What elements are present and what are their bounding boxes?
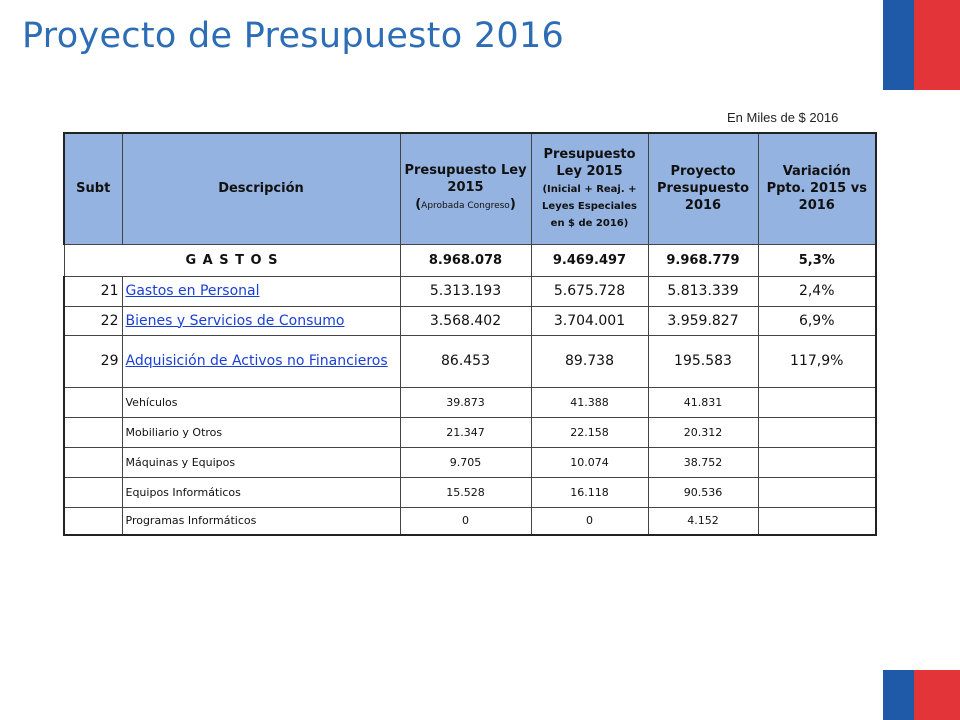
row-variacion: 2,4% <box>758 276 876 306</box>
subitem-desc: Mobiliario y Otros <box>122 417 400 447</box>
subitem-row <box>64 387 876 417</box>
header-ley2015-note: Aprobada Congreso <box>421 201 510 212</box>
subitem-ley2015: 15.528 <box>400 477 531 507</box>
subitem-proyecto: 38.752 <box>648 447 758 477</box>
row-variacion: 6,9% <box>758 306 876 335</box>
row-ley2015: 86.453 <box>400 335 531 387</box>
header-ley2015-reaj-note: (Inicial + Reaj. + Leyes Especiales en $ de 2016) <box>542 184 637 230</box>
table-row <box>64 306 876 335</box>
header-ley2015-reaj <box>531 133 648 244</box>
subitem-ley2015-reaj: 16.118 <box>531 477 648 507</box>
gastos-label: G A S T O S <box>64 244 400 276</box>
subitem-ley2015-reaj: 0 <box>531 507 648 535</box>
subitem-variacion <box>758 417 876 447</box>
subitem-subt <box>64 507 122 535</box>
row-subt: 21 <box>64 276 122 306</box>
subitem-variacion <box>758 447 876 477</box>
subitem-ley2015: 21.347 <box>400 417 531 447</box>
subitem-desc: Máquinas y Equipos <box>122 447 400 477</box>
header-ley2015 <box>400 133 531 244</box>
gastos-ley2015-reaj: 9.469.497 <box>531 244 648 276</box>
row-proyecto: 5.813.339 <box>648 276 758 306</box>
row-ley2015-reaj: 3.704.001 <box>531 306 648 335</box>
subitem-ley2015: 0 <box>400 507 531 535</box>
subitem-desc: Vehículos <box>122 387 400 417</box>
row-ley2015: 5.313.193 <box>400 276 531 306</box>
subitem-proyecto: 20.312 <box>648 417 758 447</box>
subitem-ley2015-reaj: 22.158 <box>531 417 648 447</box>
row-ley2015: 3.568.402 <box>400 306 531 335</box>
subitem-subt <box>64 417 122 447</box>
subitem-proyecto: 4.152 <box>648 507 758 535</box>
adquisicion-activos-link[interactable]: Adquisición de Activos no Financieros <box>125 352 388 369</box>
subitem-subt <box>64 477 122 507</box>
header-row <box>64 133 876 244</box>
subitem-row <box>64 507 876 535</box>
subitem-desc: Programas Informáticos <box>122 507 400 535</box>
subitem-proyecto: 90.536 <box>648 477 758 507</box>
page-title: Proyecto de Presupuesto 2016 <box>22 16 565 56</box>
header-ley2015-line1: Presupuesto Ley 2015 <box>404 163 527 196</box>
row-variacion: 117,9% <box>758 335 876 387</box>
header-proyecto: Proyecto Presupuesto 2016 <box>648 133 758 244</box>
row-desc <box>122 306 400 335</box>
gastos-row <box>64 244 876 276</box>
table-row <box>64 276 876 306</box>
gastos-variacion: 5,3% <box>758 244 876 276</box>
budget-table <box>63 132 877 536</box>
flag-red-bottom <box>914 670 960 720</box>
header-subt: Subt <box>64 133 122 244</box>
row-proyecto: 3.959.827 <box>648 306 758 335</box>
row-ley2015-reaj: 89.738 <box>531 335 648 387</box>
gastos-personal-link[interactable]: Gastos en Personal <box>125 283 260 299</box>
gastos-proyecto: 9.968.779 <box>648 244 758 276</box>
subitem-row <box>64 477 876 507</box>
row-ley2015-reaj: 5.675.728 <box>531 276 648 306</box>
header-ley2015-paren-open: ( <box>415 197 422 213</box>
subitem-ley2015: 39.873 <box>400 387 531 417</box>
subitem-row <box>64 447 876 477</box>
units-note: En Miles de $ 2016 <box>727 110 839 125</box>
header-variacion: Variación Ppto. 2015 vs 2016 <box>758 133 876 244</box>
row-proyecto: 195.583 <box>648 335 758 387</box>
subitem-variacion <box>758 387 876 417</box>
flag-red-top <box>914 0 960 90</box>
subitem-subt <box>64 387 122 417</box>
gastos-ley2015: 8.968.078 <box>400 244 531 276</box>
subitem-ley2015-reaj: 41.388 <box>531 387 648 417</box>
row-subt: 22 <box>64 306 122 335</box>
flag-blue-bottom <box>883 670 914 720</box>
subitem-ley2015: 9.705 <box>400 447 531 477</box>
header-ley2015-paren-close: ) <box>509 197 516 213</box>
subitem-row <box>64 417 876 447</box>
row-desc <box>122 276 400 306</box>
subitem-subt <box>64 447 122 477</box>
subitem-proyecto: 41.831 <box>648 387 758 417</box>
header-descripcion: Descripción <box>122 133 400 244</box>
subitem-variacion <box>758 507 876 535</box>
row-subt: 29 <box>64 335 122 387</box>
row-desc <box>122 335 400 387</box>
subitem-variacion <box>758 477 876 507</box>
header-ley2015-reaj-line1: Presupuesto Ley 2015 <box>543 147 636 180</box>
table-row <box>64 335 876 387</box>
bienes-servicios-link[interactable]: Bienes y Servicios de Consumo <box>125 312 345 329</box>
subitem-desc: Equipos Informáticos <box>122 477 400 507</box>
flag-blue-top <box>883 0 914 90</box>
subitem-ley2015-reaj: 10.074 <box>531 447 648 477</box>
